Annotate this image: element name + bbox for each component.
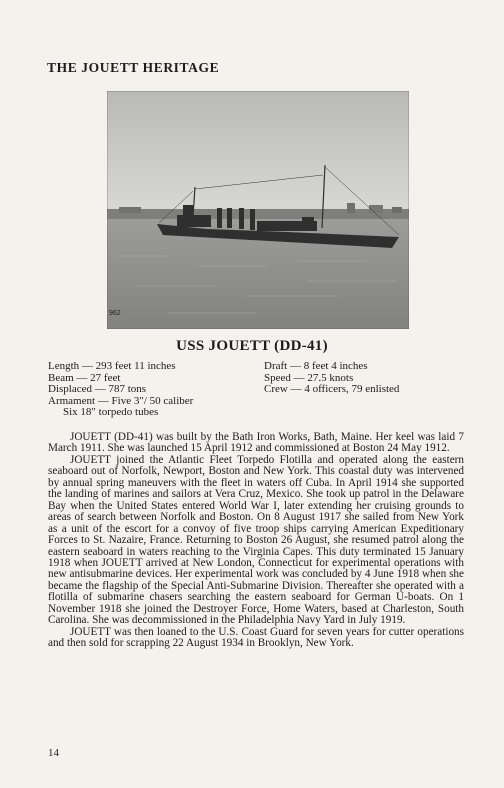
spec-torpedo-tubes: Six 18" torpedo tubes [63,406,159,419]
photo-mark: 962 [109,310,121,317]
spec-speed: Speed — 27.5 knots [264,371,354,384]
paragraph-disposal: JOUETT was then loaned to the U.S. Coast Guard for seven years for cutter operations and then sold for scrapping 22 August 1934 in Brooklyn, New York. [48,625,464,650]
ship-photo [107,91,409,329]
paragraph-construction: JOUETT (DD-41) was built by the Bath Iron Works, Bath, Maine. Her keel was laid 7 March 1911. She was launched 15 April 1912 and commissioned at Boston 24 May 1912. [48,431,464,455]
spec-displaced: Displaced — 787 tons [48,383,147,396]
page-header: THE JOUETT HERITAGE [47,60,220,75]
ship-photo-image [107,91,409,329]
ship-caption: USS JOUETT (DD-41) [176,338,328,354]
spec-length: Length — 293 feet 11 inches [48,360,176,372]
spec-crew: Crew — 4 officers, 79 enlisted [264,383,400,396]
spec-beam: Beam — 27 feet [48,371,121,384]
page-number: 14 [48,747,59,759]
specs-left-column [48,361,258,419]
history-text [48,432,464,650]
specs-right-column [264,361,474,396]
paragraph-service: JOUETT joined the Atlantic Fleet Torpedo Flotilla and operated along the eastern seaboard out of Norfolk, Newport, Boston and New York. This coastal duty was intervened by annual spring maneuvers with the fleet in waters off Cuba. In April 1914 she supported the landing of marines and sailors at Vera Cruz, Mexico. She took up patrol in the Delaware Bay when the United States entered World War I, later extending her cruising grounds to areas of search between Norfolk and Boston. On 8 August 1917 she sailed from New York as a unit of the escort for a convoy of five troop ships carrying American Expeditionary Forces to St. Nazaire, France. Returning to Boston 26 August, she resumed patrol along the eastern seaboard in waters reaching to the Virginia Capes. This duty terminated 15 January 1918 when JOUETT arrived at New London, Connecticut for experimental operations with new antisubmarine devices. Her experimental work was concluded by 4 June 1918 when she became the flagship of the Special Anti-Submarine Division. Thereafter she operated with a flotilla of submarine chasers searching the eastern seaboard for German U-boats. On 1 November 1918 she joined the Destroyer Force, Home Waters, based at Charleston, South Carolina. She was decommissioned in the Philadelphia Navy Yard in July 1919. [48,453,464,627]
spec-draft: Draft — 8 feet 4 inches [264,360,368,372]
spec-armament: Armament — Five 3"/ 50 caliber [48,394,194,407]
